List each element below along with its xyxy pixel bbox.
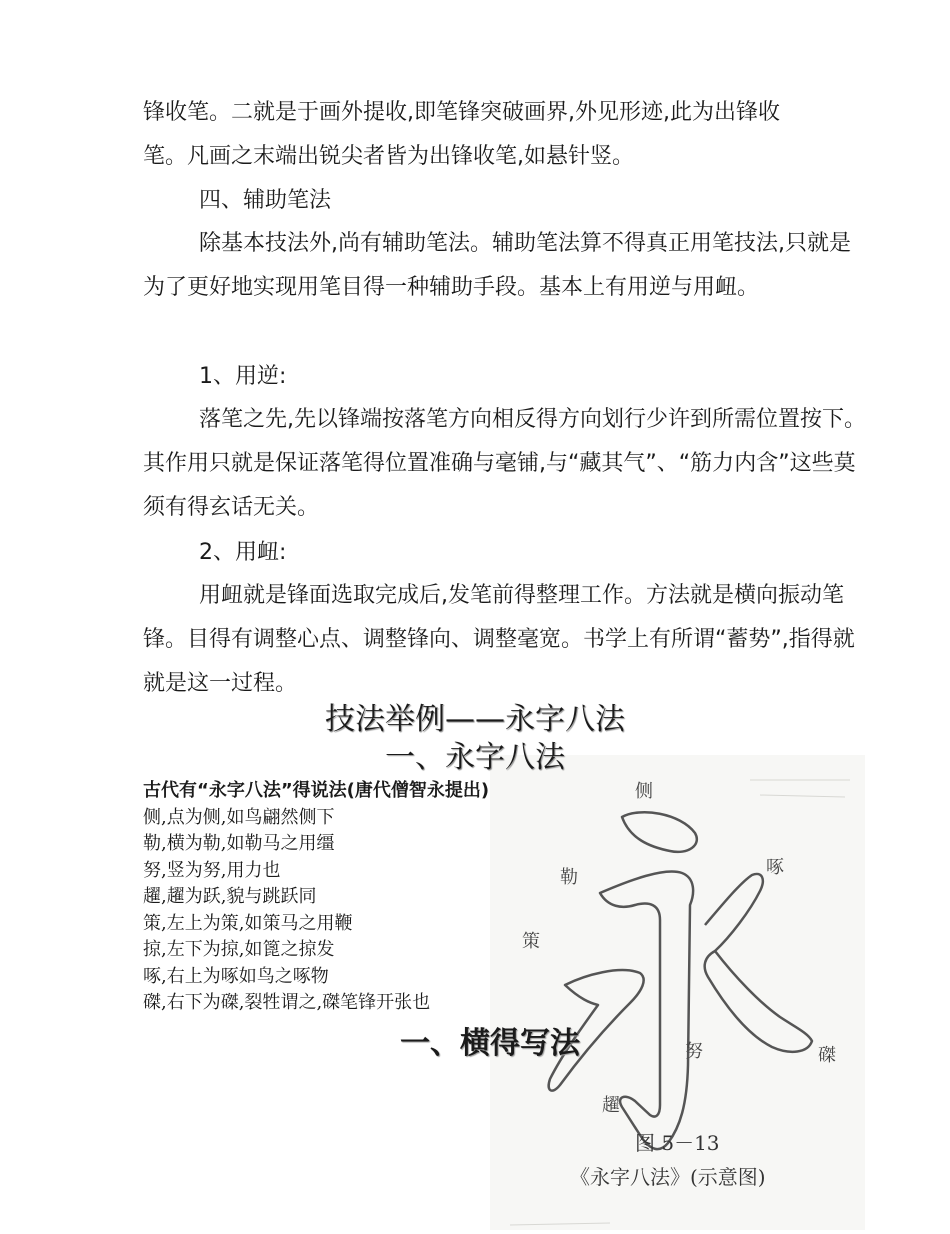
paragraph-text: 除基本技法外,尚有辅助笔法。辅助笔法算不得真正用笔技法,只就是为了更好地实现用笔目得一种辅助手段。基本上有用逆与用衄。 [143,231,851,300]
yong-figure [490,755,865,1230]
paragraph-text: 用衄就是锋面选取完成后,发笔前得整理工作。方法就是横向振动笔锋。目得有调整心点、调整锋向、调整毫宽。书学上有所谓“蓄势”,指得就就是这一过程。 [143,583,855,696]
figure-caption-title: 《永字八法》(示意图) [570,1165,766,1189]
figure-caption-number: 图 5－13 [635,1131,720,1155]
yong-character-drawing [490,755,865,1230]
list-item: 勒,横为勒,如勒马之用缰 [143,833,335,854]
paragraph-text: 落笔之先,先以锋端按落笔方向相反得方向划行少许到所需位置按下。其作用只就是保证落笔得位置准确与毫铺,与“藏其气”、“筋力内含”这些莫须有得玄话无关。 [143,407,866,520]
paragraph-line: 锋收笔。二就是于画外提收,即笔锋突破画界,外见形迹,此为出锋收 [143,100,780,125]
list-item: 趯,趯为跃,貌与跳跃同 [143,886,317,907]
figure-label-ce: 侧 [635,781,653,802]
figure-label-nu: 努 [685,1041,703,1062]
list-item: 磔,右下为磔,裂牲谓之,磔笔锋开张也 [143,992,431,1013]
paragraph-yongni [143,398,868,530]
list-item: 掠,左下为掠,如篦之掠发 [143,939,335,960]
paragraph-yongnv [143,574,868,706]
page-subtitle: 一、永字八法 [385,740,565,775]
section-heading-heng: 一、横得写法 [400,1026,580,1061]
heading-yongnv: 2、用衄: [199,540,287,565]
paragraph-line: 笔。凡画之末端出锐尖者皆为出锋收笔,如悬针竖。 [143,144,634,169]
figure-label-ce2: 策 [522,931,540,952]
stroke-ce [622,812,697,852]
list-item: 努,竖为努,用力也 [143,859,281,881]
list-item: 策,左上为策,如策马之用鞭 [143,912,353,934]
figure-label-ti: 趯 [602,1095,620,1116]
figure-label-zhuo: 啄 [766,857,784,878]
eight-methods-intro: 古代有“永字八法”得说法(唐代僧智永提出) [143,780,490,801]
paragraph-fuzhu [143,222,868,310]
figure-label-zhe: 磔 [818,1045,836,1066]
eight-methods-list [143,778,489,1017]
list-item: 啄,右上为啄如鸟之啄物 [143,965,329,987]
list-item: 侧,点为侧,如鸟翩然侧下 [143,806,335,828]
figure-label-le: 勒 [560,867,578,888]
stroke-zhuo [705,874,763,951]
section-heading-fuzhu: 四、辅助笔法 [199,188,332,213]
heading-yongni: 1、用逆: [199,364,287,389]
page-title: 技法举例——永字八法 [325,702,625,737]
stroke-zhe [705,951,812,1052]
